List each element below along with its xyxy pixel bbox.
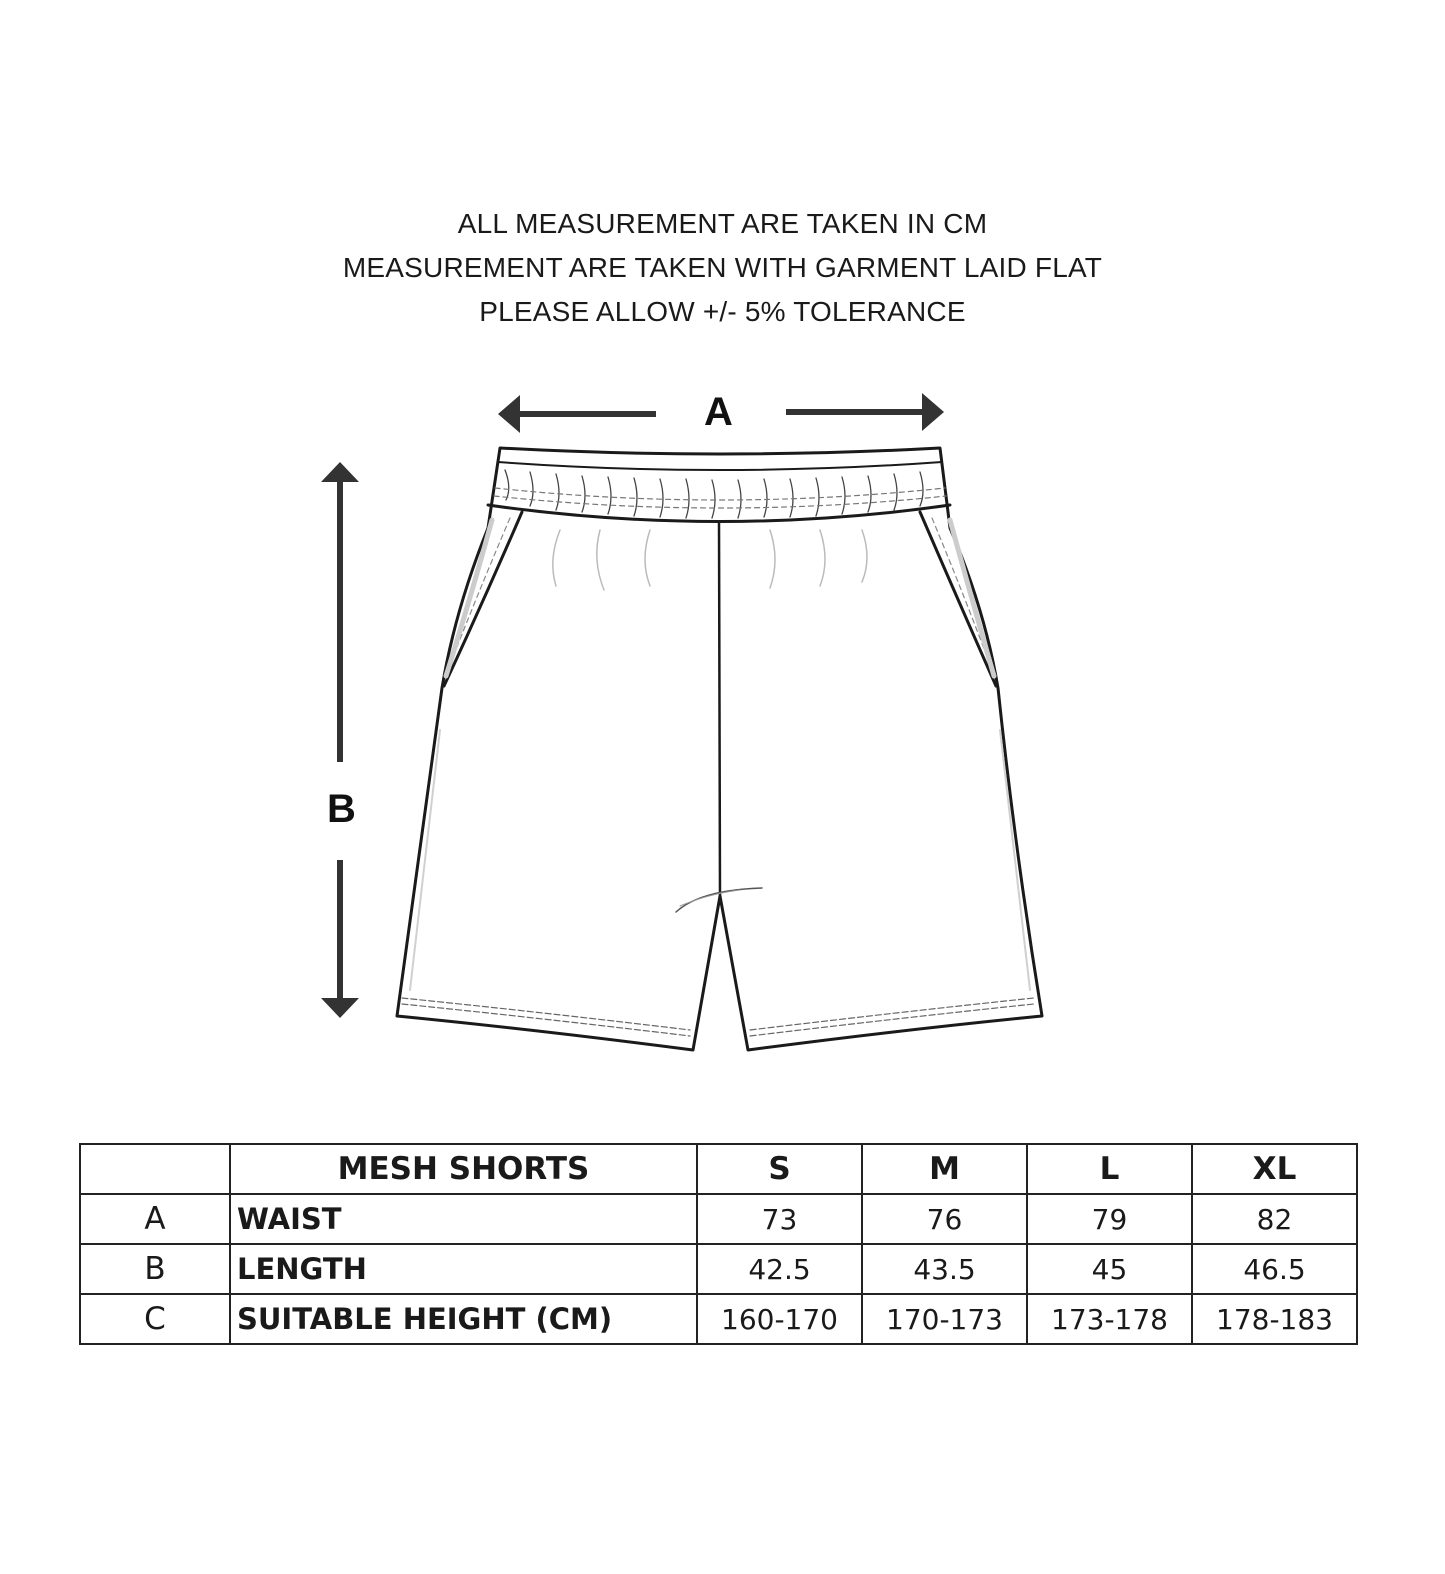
- header-blank-cell: [80, 1144, 230, 1194]
- note-line-laid-flat: MEASUREMENT ARE TAKEN WITH GARMENT LAID FLAT: [342, 252, 1103, 283]
- row-code: C: [80, 1294, 230, 1344]
- table-row-length: [80, 1244, 1357, 1294]
- cell-value: 79: [1027, 1194, 1192, 1244]
- header-size-m: M: [862, 1144, 1027, 1194]
- cell-value: 160-170: [697, 1294, 862, 1344]
- note-line-tolerance: PLEASE ALLOW +/- 5% TOLERANCE: [479, 296, 966, 327]
- cell-value: 170-173: [862, 1294, 1027, 1344]
- header-size-l: L: [1027, 1144, 1192, 1194]
- header-size-xl: XL: [1192, 1144, 1357, 1194]
- table-row-suitable-height: [80, 1294, 1357, 1344]
- dimension-arrow-b: [321, 462, 359, 1018]
- row-label: WAIST: [230, 1194, 697, 1244]
- cell-value: 82: [1192, 1194, 1357, 1244]
- cell-value: 173-178: [1027, 1294, 1192, 1344]
- cell-value: 46.5: [1192, 1244, 1357, 1294]
- cell-value: 76: [862, 1194, 1027, 1244]
- cell-value: 42.5: [697, 1244, 862, 1294]
- note-line-units: ALL MEASUREMENT ARE TAKEN IN CM: [457, 208, 988, 239]
- dimension-label-b: B: [327, 787, 356, 831]
- size-chart-table: [79, 1143, 1358, 1345]
- cell-value: 178-183: [1192, 1294, 1357, 1344]
- row-label: LENGTH: [230, 1244, 697, 1294]
- dimension-label-a: A: [704, 390, 733, 434]
- row-label: SUITABLE HEIGHT (CM): [230, 1294, 697, 1344]
- header-product-title: MESH SHORTS: [230, 1144, 697, 1194]
- header-size-s: S: [697, 1144, 862, 1194]
- cell-value: 45: [1027, 1244, 1192, 1294]
- table-row-waist: [80, 1194, 1357, 1244]
- row-code: A: [80, 1194, 230, 1244]
- cell-value: 43.5: [862, 1244, 1027, 1294]
- cell-value: 73: [697, 1194, 862, 1244]
- row-code: B: [80, 1244, 230, 1294]
- shorts-illustration: [397, 448, 1042, 1050]
- table-header-row: [80, 1144, 1357, 1194]
